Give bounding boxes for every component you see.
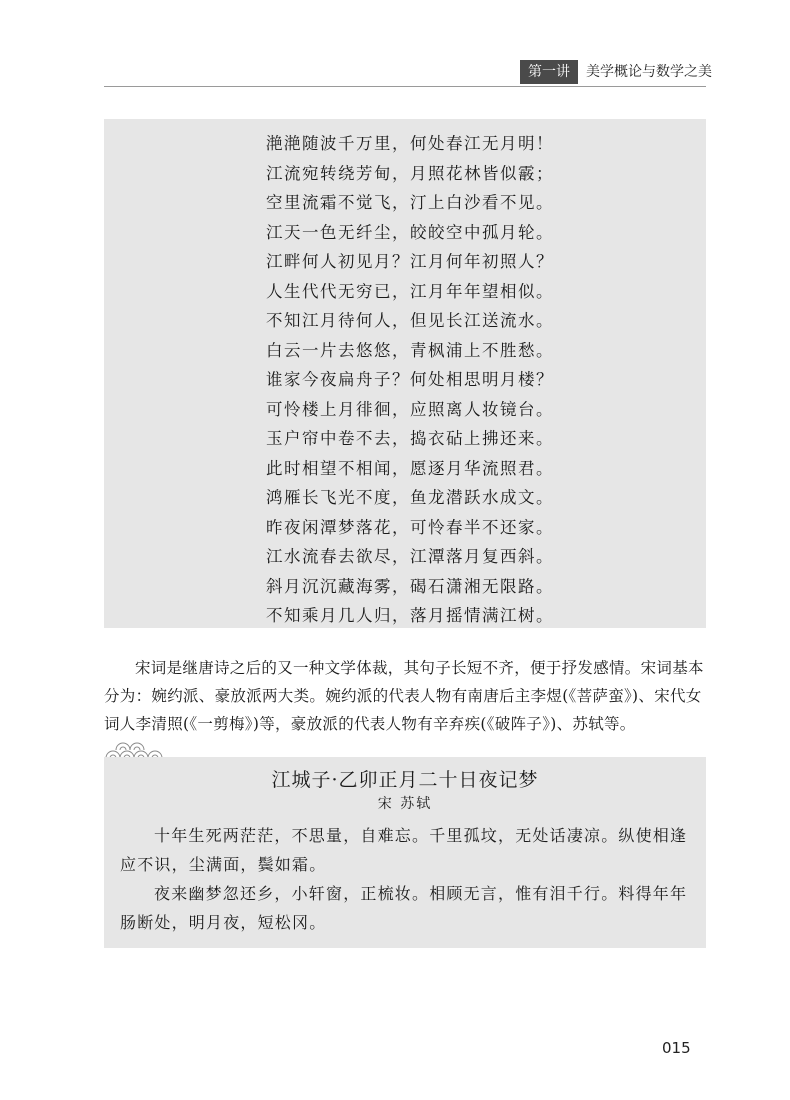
poem-line: 玉户帘中卷不去，捣衣砧上拂还来。 — [266, 429, 554, 448]
ci-author: 宋 苏轼 — [377, 796, 433, 812]
ci-stanza: 十年生死两茫茫，不思量，自难忘。千里孤坟，无处话凄凉。纵使相逢应不识，尘满面，鬓如霜。 — [120, 826, 688, 874]
chapter-subject: 美学概论与数学之美 — [586, 64, 712, 80]
poem-line: 可怜楼上月徘徊，应照离人妆镜台。 — [266, 399, 554, 419]
ci-title: 江城子·乙卯正月二十日夜记梦 — [271, 769, 539, 791]
ci-stanza: 夜来幽梦忽还乡，小轩窗，正梳妆。相顾无言，惟有泪千行。料得年年肠断处，明月夜，短松冈。 — [120, 884, 688, 932]
poem-line: 昨夜闲潭梦落花，可怜春半不还家。 — [266, 517, 554, 537]
poem-line: 滟滟随波千万里，何处春江无月明！ — [266, 134, 554, 153]
poem-line: 江流宛转绕芳甸，月照花林皆似霰； — [266, 163, 554, 183]
poem-line: 斜月沉沉藏海雾，碣石潇湘无限路。 — [266, 576, 554, 596]
poem-line: 人生代代无穷已，江月年年望相似。 — [266, 281, 554, 301]
poem-line: 不知江月待何人，但见长江送流水。 — [266, 311, 554, 330]
running-header — [520, 60, 712, 84]
poem-lines — [266, 129, 554, 631]
page-number: 015 — [662, 1039, 691, 1057]
poem-line: 此时相望不相闻，愿逐月华流照君。 — [266, 458, 554, 478]
poem-line: 鸿雁长飞光不度，鱼龙潜跃水成文。 — [266, 488, 554, 507]
poem-line: 江畔何人初见月？江月何年初照人？ — [266, 252, 554, 271]
poem-line: 江水流春去欲尽，江潭落月复西斜。 — [266, 547, 554, 566]
ci-body — [120, 821, 696, 937]
poem-line: 白云一片去悠悠，青枫浦上不胜愁。 — [266, 340, 554, 360]
poem-line: 谁家今夜扁舟子？何处相思明月楼？ — [266, 370, 554, 389]
ci-box — [104, 757, 706, 948]
poem-line: 空里流霜不觉飞，汀上白沙看不见。 — [266, 193, 554, 212]
poem-line: 不知乘月几人归，落月摇情满江树。 — [266, 606, 554, 625]
chapter-tag: 第一讲 — [520, 60, 578, 84]
poem-box — [104, 119, 706, 628]
poem-line: 江天一色无纤尘，皎皎空中孤月轮。 — [266, 222, 554, 242]
body-paragraph: 宋词是继唐诗之后的又一种文学体裁，其句子长短不齐，便于抒发感情。宋词基本分为：婉约派、豪放派两大类。婉约派的代表人物有南唐后主李煜(《菩萨蛮》)、宋代女词人李清照(《一剪梅》)等，豪放派的代表人物有辛弃疾(《破阵子》)、苏轼等。 — [104, 659, 704, 733]
header-rule — [104, 86, 706, 87]
